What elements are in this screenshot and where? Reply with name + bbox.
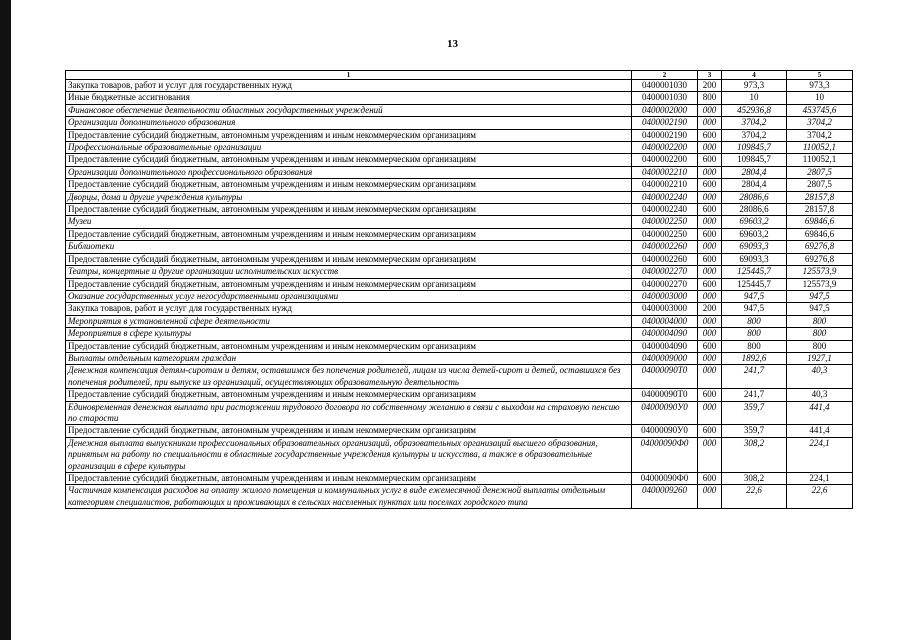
table-row: [66, 117, 853, 129]
row-expense-type: 600: [698, 473, 722, 485]
header-col-5: 5: [787, 71, 853, 80]
row-value-1: 69603,2: [722, 216, 787, 228]
row-code: 0400001030: [632, 80, 698, 92]
row-value-2: 3704,2: [787, 129, 853, 141]
row-value-2: 10: [787, 92, 853, 104]
row-code: 04000090У0: [632, 401, 698, 425]
table-row: [66, 216, 853, 228]
row-expense-type: 200: [698, 80, 722, 92]
row-code: 0400002200: [632, 154, 698, 166]
header-col-3: 3: [698, 71, 722, 80]
row-code: 0400002240: [632, 204, 698, 216]
row-value-2: 40,3: [787, 389, 853, 401]
row-value-2: 224,1: [787, 437, 853, 472]
row-value-2: 2807,5: [787, 179, 853, 191]
row-name: Закупка товаров, работ и услуг для государственных нужд: [66, 303, 632, 315]
row-expense-type: 000: [698, 437, 722, 472]
row-name: Выплаты отдельным категориям граждан: [66, 352, 632, 364]
row-name: Организации дополнительного профессионального образования: [66, 166, 632, 178]
table-row: [66, 437, 853, 472]
row-expense-type: 000: [698, 266, 722, 278]
row-value-2: 110052,1: [787, 142, 853, 154]
row-expense-type: 000: [698, 290, 722, 302]
row-value-2: 28157,8: [787, 191, 853, 203]
row-value-1: 359,7: [722, 401, 787, 425]
table-row: [66, 104, 853, 116]
row-value-2: 125573,9: [787, 278, 853, 290]
row-code: 0400009000: [632, 352, 698, 364]
row-value-1: 69603,2: [722, 228, 787, 240]
row-value-2: 800: [787, 315, 853, 327]
row-value-1: 308,2: [722, 437, 787, 472]
row-value-1: 452936,8: [722, 104, 787, 116]
row-expense-type: 000: [698, 241, 722, 253]
row-name: Единовременная денежная выплата при расторжении трудового договора по собственному желанию в связи с выходом на страховую пенсию по старости: [66, 401, 632, 425]
row-value-1: 2804,4: [722, 166, 787, 178]
row-value-1: 947,5: [722, 290, 787, 302]
table-row: [66, 92, 853, 104]
row-value-2: 69846,6: [787, 216, 853, 228]
row-value-1: 28086,6: [722, 191, 787, 203]
row-name: Предоставление субсидий бюджетным, автономным учреждениям и иным некоммерческим организациям: [66, 154, 632, 166]
row-value-1: 28086,6: [722, 204, 787, 216]
page-number: 13: [447, 38, 458, 50]
row-code: 0400002190: [632, 129, 698, 141]
row-name: Дворцы, дома и другие учреждения культуры: [66, 191, 632, 203]
table-row: [66, 425, 853, 437]
row-code: 0400002000: [632, 104, 698, 116]
table-row: [66, 365, 853, 389]
row-code: 0400004090: [632, 328, 698, 340]
row-value-1: 3704,2: [722, 129, 787, 141]
row-expense-type: 000: [698, 166, 722, 178]
table-row: [66, 485, 853, 509]
table-row: [66, 290, 853, 302]
row-value-1: 69093,3: [722, 253, 787, 265]
row-value-2: 28157,8: [787, 204, 853, 216]
row-name: Предоставление субсидий бюджетным, автономным учреждениям и иным некоммерческим организациям: [66, 340, 632, 352]
row-code: 0400002270: [632, 278, 698, 290]
row-expense-type: 600: [698, 389, 722, 401]
row-name: Предоставление субсидий бюджетным, автономным учреждениям и иным некоммерческим организациям: [66, 425, 632, 437]
row-value-2: 125573,9: [787, 266, 853, 278]
row-value-2: 22,6: [787, 485, 853, 509]
row-expense-type: 000: [698, 104, 722, 116]
table-row: [66, 129, 853, 141]
row-value-1: 125445,7: [722, 266, 787, 278]
row-value-2: 2807,5: [787, 166, 853, 178]
table-row: [66, 401, 853, 425]
row-name: Музеи: [66, 216, 632, 228]
row-value-2: 973,3: [787, 80, 853, 92]
row-code: 0400002260: [632, 241, 698, 253]
row-expense-type: 600: [698, 425, 722, 437]
row-name: Мероприятия в установленной сфере деятельности: [66, 315, 632, 327]
row-code: 0400009260: [632, 485, 698, 509]
row-value-2: 800: [787, 328, 853, 340]
row-expense-type: 000: [698, 315, 722, 327]
header-col-2: 2: [632, 71, 698, 80]
row-code: 04000090Т0: [632, 389, 698, 401]
row-name: Частичная компенсация расходов на оплату жилого помещения и коммунальных услуг в виде ежемесячной денежной выплаты отдельным категориям специалистов, работающих и проживающих в сельских населенных пунктах или поселках городского типа: [66, 485, 632, 509]
row-name: Предоставление субсидий бюджетным, автономным учреждениям и иным некоммерческим организациям: [66, 253, 632, 265]
row-value-1: 800: [722, 315, 787, 327]
row-expense-type: 000: [698, 352, 722, 364]
row-name: Закупка товаров, работ и услуг для государственных нужд: [66, 80, 632, 92]
row-code: 04000090Ф0: [632, 473, 698, 485]
table-row: [66, 80, 853, 92]
row-expense-type: 200: [698, 303, 722, 315]
row-value-2: 3704,2: [787, 117, 853, 129]
row-value-1: 69093,3: [722, 241, 787, 253]
row-expense-type: 000: [698, 485, 722, 509]
row-code: 0400002210: [632, 166, 698, 178]
row-name: Финансовое обеспечение деятельности областных государственных учреждений: [66, 104, 632, 116]
row-name: Предоставление субсидий бюджетным, автономным учреждениям и иным некоммерческим организациям: [66, 179, 632, 191]
row-code: 0400002190: [632, 117, 698, 129]
row-code: 0400002250: [632, 216, 698, 228]
row-value-1: 125445,7: [722, 278, 787, 290]
scan-edge-bar: [0, 0, 11, 640]
table-row: [66, 179, 853, 191]
table-header-row: [66, 71, 853, 80]
row-name: Профессиональные образовательные организации: [66, 142, 632, 154]
row-code: 0400001030: [632, 92, 698, 104]
row-code: 0400002210: [632, 179, 698, 191]
row-name: Библиотеки: [66, 241, 632, 253]
row-expense-type: 600: [698, 228, 722, 240]
row-code: 0400002200: [632, 142, 698, 154]
row-expense-type: 600: [698, 204, 722, 216]
row-value-1: 109845,7: [722, 142, 787, 154]
row-name: Денежная выплата выпускникам профессиональных образовательных организаций, образовательных организаций высшего образования, принятым на работу по специальности в областные государственные учреждения культуры и искусства, а также в образовательные организации в сфере культуры: [66, 437, 632, 472]
row-code: 0400002250: [632, 228, 698, 240]
table-row: [66, 278, 853, 290]
row-expense-type: 800: [698, 92, 722, 104]
row-expense-type: 600: [698, 154, 722, 166]
row-value-2: 441,4: [787, 401, 853, 425]
row-value-2: 441,4: [787, 425, 853, 437]
row-value-1: 10: [722, 92, 787, 104]
row-value-1: 1892,6: [722, 352, 787, 364]
table-row: [66, 315, 853, 327]
row-expense-type: 600: [698, 179, 722, 191]
header-col-1: 1: [66, 71, 632, 80]
table-row: [66, 253, 853, 265]
row-value-1: 22,6: [722, 485, 787, 509]
row-expense-type: 000: [698, 191, 722, 203]
table-row: [66, 166, 853, 178]
row-value-1: 973,3: [722, 80, 787, 92]
row-value-2: 69276,8: [787, 253, 853, 265]
table-row: [66, 191, 853, 203]
table-row: [66, 340, 853, 352]
row-name: Театры, концертные и другие организации исполнительских искусств: [66, 266, 632, 278]
row-name: Денежная компенсация детям-сиротам и детям, оставшимся без попечения родителей, лицам из числа детей-сирот и детей, оставшихся без попечения родителей, при выпуске из организаций, осуществляющих образовательную деятельность: [66, 365, 632, 389]
table-row: [66, 303, 853, 315]
row-expense-type: 000: [698, 328, 722, 340]
row-value-2: 453745,6: [787, 104, 853, 116]
row-name: Предоставление субсидий бюджетным, автономным учреждениям и иным некоммерческим организациям: [66, 129, 632, 141]
row-value-2: 69276,8: [787, 241, 853, 253]
row-value-1: 3704,2: [722, 117, 787, 129]
table-row: [66, 473, 853, 485]
row-code: 0400003000: [632, 303, 698, 315]
row-name: Предоставление субсидий бюджетным, автономным учреждениям и иным некоммерческим организациям: [66, 473, 632, 485]
row-name: Мероприятия в сфере культуры: [66, 328, 632, 340]
row-expense-type: 600: [698, 253, 722, 265]
budget-table: [65, 70, 853, 509]
row-code: 04000090У0: [632, 425, 698, 437]
row-name: Оказание государственных услуг негосударственными организациями: [66, 290, 632, 302]
row-code: 04000090Т0: [632, 365, 698, 389]
row-expense-type: 600: [698, 278, 722, 290]
row-value-1: 2804,4: [722, 179, 787, 191]
row-value-2: 1927,1: [787, 352, 853, 364]
table-row: [66, 142, 853, 154]
table-row: [66, 389, 853, 401]
row-name: Организации дополнительного образования: [66, 117, 632, 129]
row-name: Предоставление субсидий бюджетным, автономным учреждениям и иным некоммерческим организациям: [66, 228, 632, 240]
row-code: 0400003000: [632, 290, 698, 302]
row-code: 04000090Ф0: [632, 437, 698, 472]
row-value-1: 800: [722, 340, 787, 352]
row-value-1: 800: [722, 328, 787, 340]
table-row: [66, 352, 853, 364]
row-name: Предоставление субсидий бюджетным, автономным учреждениям и иным некоммерческим организациям: [66, 278, 632, 290]
row-value-2: 947,5: [787, 303, 853, 315]
row-code: 0400004090: [632, 340, 698, 352]
row-expense-type: 600: [698, 129, 722, 141]
row-value-2: 40,3: [787, 365, 853, 389]
row-value-1: 241,7: [722, 389, 787, 401]
row-value-1: 241,7: [722, 365, 787, 389]
table-row: [66, 241, 853, 253]
row-expense-type: 000: [698, 216, 722, 228]
table-row: [66, 204, 853, 216]
row-value-2: 800: [787, 340, 853, 352]
row-value-1: 947,5: [722, 303, 787, 315]
row-name: Предоставление субсидий бюджетным, автономным учреждениям и иным некоммерческим организациям: [66, 389, 632, 401]
row-value-1: 359,7: [722, 425, 787, 437]
row-code: 0400002260: [632, 253, 698, 265]
row-expense-type: 000: [698, 142, 722, 154]
row-value-1: 109845,7: [722, 154, 787, 166]
row-expense-type: 000: [698, 365, 722, 389]
table-row: [66, 328, 853, 340]
row-expense-type: 000: [698, 117, 722, 129]
row-value-2: 110052,1: [787, 154, 853, 166]
row-code: 0400002270: [632, 266, 698, 278]
row-value-2: 224,1: [787, 473, 853, 485]
row-code: 0400004000: [632, 315, 698, 327]
header-col-4: 4: [722, 71, 787, 80]
row-expense-type: 000: [698, 401, 722, 425]
row-name: Предоставление субсидий бюджетным, автономным учреждениям и иным некоммерческим организациям: [66, 204, 632, 216]
row-expense-type: 600: [698, 340, 722, 352]
table-row: [66, 266, 853, 278]
table-row: [66, 228, 853, 240]
row-code: 0400002240: [632, 191, 698, 203]
table-row: [66, 154, 853, 166]
row-value-2: 69846,6: [787, 228, 853, 240]
row-name: Иные бюджетные ассигнования: [66, 92, 632, 104]
row-value-2: 947,5: [787, 290, 853, 302]
row-value-1: 308,2: [722, 473, 787, 485]
